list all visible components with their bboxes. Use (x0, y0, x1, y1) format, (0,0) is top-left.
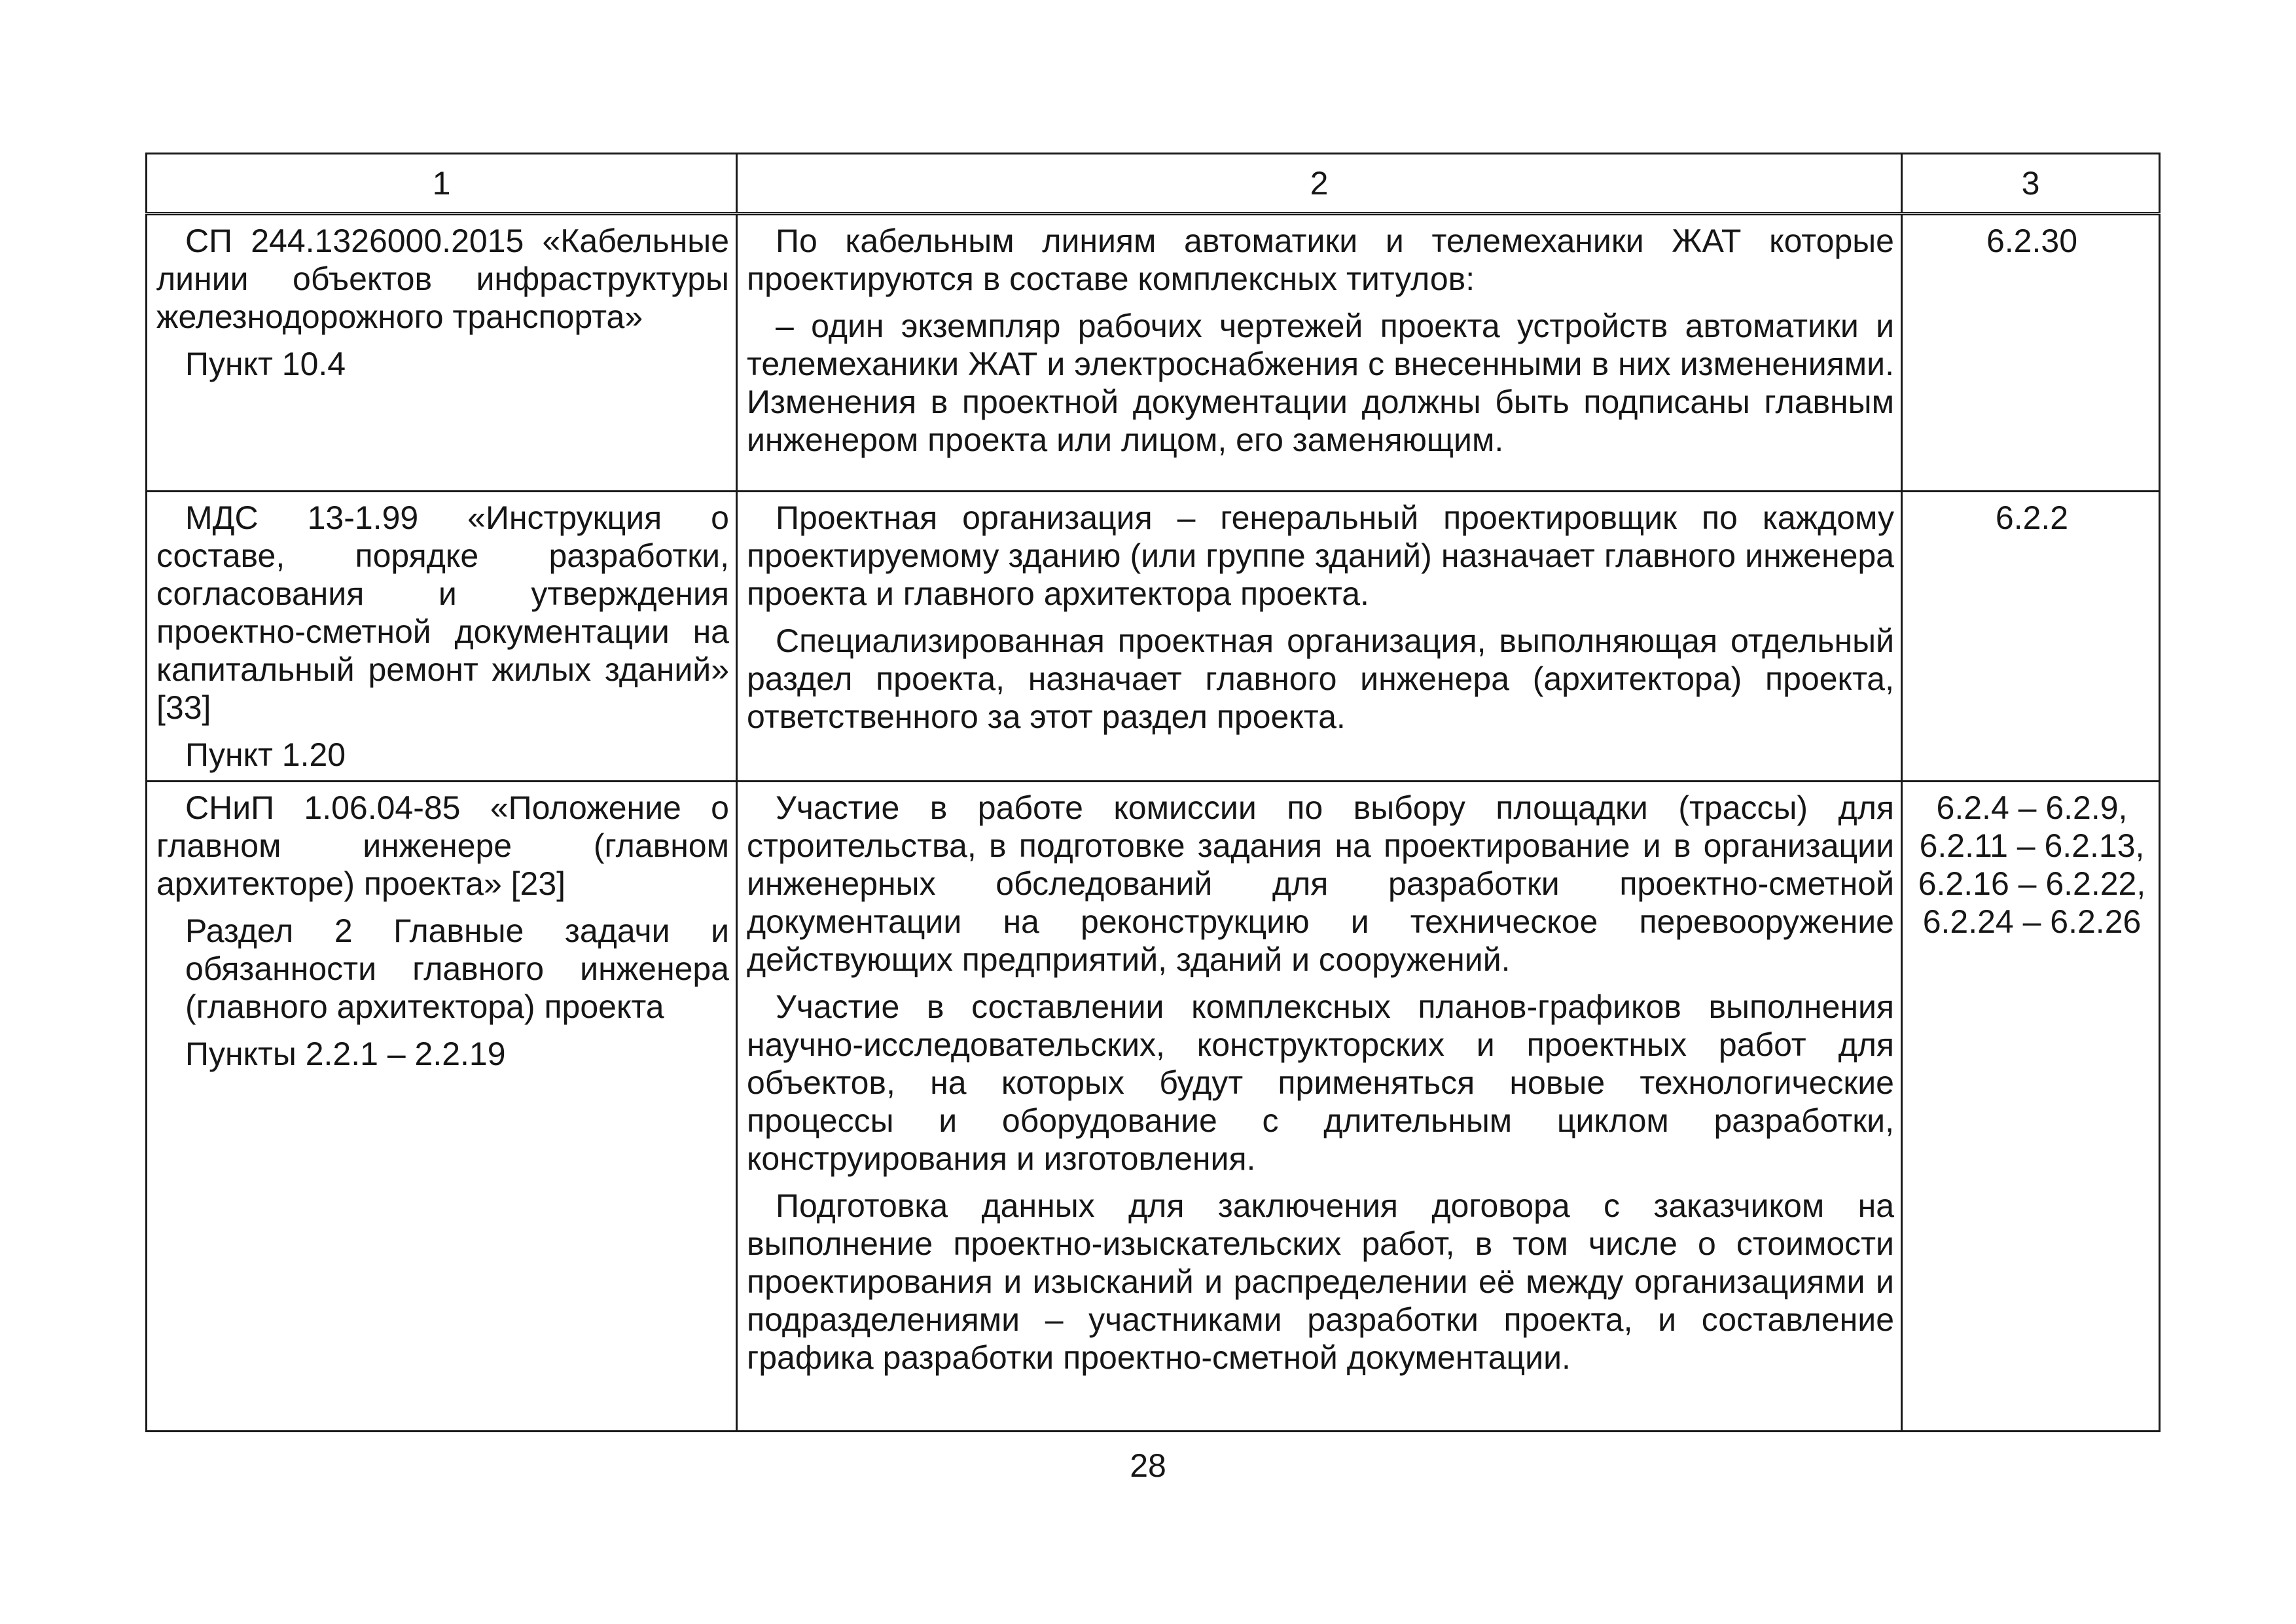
clause-reference: 6.2.4 – 6.2.9, (1936, 789, 2128, 826)
clause-reference-cell (1902, 782, 2160, 1432)
requirement-paragraph: По кабельным линиям автоматики и телемеханики ЖАТ которые проектируются в составе комплексных титулов: (747, 223, 1894, 297)
source-document-clause: Пункты 2.2.1 – 2.2.19 (185, 1036, 506, 1072)
table-row (147, 214, 2160, 492)
requirement-paragraph: Подготовка данных для заключения договора с заказчиком на выполнение проектно-изыскательских работ, в том числе о стоимости проектирования и изысканий и распределении её между организациями и подразделениями – участниками разработки проекта, и составление графика разработки проектно-сметной документации. (747, 1187, 1894, 1376)
table-header-row (147, 154, 2160, 214)
source-document-cell (147, 492, 737, 782)
clause-reference: 6.2.16 – 6.2.22, (1918, 865, 2146, 902)
requirement-cell (737, 492, 1902, 782)
requirement-paragraph: Участие в работе комиссии по выбору площадки (трассы) для строительства, в подготовке задания на проектирование и в организации инженерных обследований для разработки проектно-сметной документации на реконструкцию и техническое перевооружение действующих предприятий, зданий и сооружений. (747, 789, 1894, 978)
table-row (147, 782, 2160, 1432)
source-document-title: СНиП 1.06.04-85 «Положение о главном инженере (главном архитекторе) проекта» [23] (156, 789, 729, 902)
clause-reference: 6.2.24 – 6.2.26 (1922, 903, 2142, 940)
requirement-paragraph: Проектная организация – генеральный проектировщик по каждому проектируемому зданию (или группе зданий) назначает главного инженера проекта и главного архитектора проекта. (747, 499, 1894, 612)
requirement-paragraph: Специализированная проектная организация, выполняющая отдельный раздел проекта, назначает главного инженера (архитектора) проекта, ответственного за этот раздел проекта. (747, 623, 1894, 735)
source-document-section: Раздел 2 Главные задачи и обязанности главного инженера (главного архитектора) проекта (185, 912, 729, 1025)
source-document-clause: Пункт 10.4 (185, 346, 346, 382)
clause-reference-cell (1902, 214, 2160, 492)
source-document-cell (147, 214, 737, 492)
clause-reference: 6.2.11 – 6.2.13, (1919, 827, 2145, 864)
requirement-cell (737, 782, 1902, 1432)
requirement-cell (737, 214, 1902, 492)
clause-reference-cell (1902, 492, 2160, 782)
clause-reference: 6.2.2 (1995, 499, 2069, 536)
requirements-table (145, 153, 2161, 1432)
clause-reference: 6.2.30 (1986, 223, 2077, 259)
source-document-clause: Пункт 1.20 (185, 736, 346, 773)
page-number: 28 (1130, 1447, 1166, 1484)
column-header-1: 1 (147, 154, 737, 214)
column-header-2: 2 (737, 154, 1902, 214)
source-document-title: МДС 13-1.99 «Инструкция о составе, порядке разработки, согласования и утверждения проектно-сметной документации на капитальный ремонт жилых зданий» [33] (156, 499, 729, 726)
column-header-3: 3 (1902, 154, 2160, 214)
requirement-paragraph: – один экземпляр рабочих чертежей проекта устройств автоматики и телемеханики ЖАТ и электроснабжения с внесенными в них изменениями. Изменения в проектной документации должны быть подписаны главным инженером проекта или лицом, его заменяющим. (747, 308, 1894, 458)
table-row (147, 492, 2160, 782)
source-document-title: СП 244.1326000.2015 «Кабельные линии объектов инфраструктуры железнодорожного транспорта» (156, 223, 729, 335)
source-document-cell (147, 782, 737, 1432)
requirement-paragraph: Участие в составлении комплексных планов-графиков выполнения научно-исследовательских, конструкторских и проектных работ для объектов, на которых будут применяться новые технологические процессы и оборудование с длительным циклом разработки, конструирования и изготовления. (747, 988, 1894, 1177)
